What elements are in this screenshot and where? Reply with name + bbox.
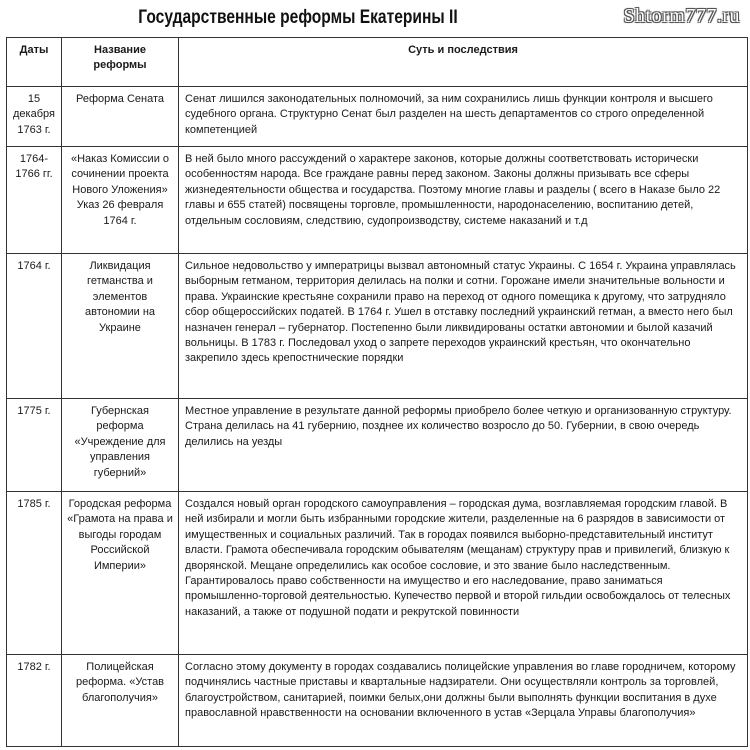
row-reform-name: Полицейская реформа. «Устав благополучия» — [62, 655, 179, 747]
table-row — [7, 147, 748, 254]
table-row — [7, 492, 748, 655]
column-header-reform-name-text: Название реформы — [93, 44, 147, 71]
row-reform-name: Ликвидация гетманства и элементов автономии на Украине — [62, 254, 179, 399]
row-description: Местное управление в результате данной реформы приобрело более четкую и организованную структуру. Страна делилась на 41 губернию, позднее их количество возросло до 50. Губернии, в свою очередь делились на уезды — [179, 399, 748, 492]
row-description: Сенат лишился законодательных полномочий, за ним сохранились лишь функции контроля и высшего судебного органа. Структурно Сенат был разделен на шесть департаментов со строго определенной компетенцией — [179, 87, 748, 147]
row-date — [7, 147, 62, 254]
table-row — [7, 399, 748, 492]
row-date: 1775 г. — [7, 399, 62, 492]
row-description: Сильное недовольство у императрицы вызвал автономный статус Украины. С 1654 г. Украина управлялась выборным гетманом, территория делилась на полки и сотни. Горожане имели значительные вольности и права. Украинские крестьяне сохранили право на переход от одного помещика к другому, что затрудняло сбор общероссийских податей. В 1764 г. Ушел в отставку последний украинский гетман, а вместо него был назначен генерал – губернатор. Постепенно были ликвидированы остатки автономии и былой казачий вольницы. В 1783 г. Последовал уход о запрете переходов украинский крестьян, что окончательно закрепило здесь крепостнические порядки — [179, 254, 748, 399]
row-description: В ней было много рассуждений о характере законов, которые должны соответствовать исторически особенностям народа. Все граждане равны перед законом. Законы должны призывать все сферы жизнедеятельности общества и государства. Поэтому многие главы и разделы ( всего в Наказе было 22 главы и 655 статей) посвящены торговле, промышленности, народонаселению, воспитанию детей, отдельным сословиям, следствию, судопроизводству, системе наказаний и т.д — [179, 147, 748, 254]
table-row — [7, 655, 748, 747]
column-header-essence: Суть и последствия — [179, 38, 748, 87]
column-header-dates: Даты — [7, 38, 62, 87]
row-date-text: 1764-1766 гг. — [15, 153, 53, 181]
row-date: 1764 г. — [7, 254, 62, 399]
site-watermark: Shtorm777.ru — [623, 5, 740, 27]
row-date: 1785 г. — [7, 492, 62, 655]
table-row — [7, 254, 748, 399]
table-row — [7, 87, 748, 147]
reforms-table — [6, 37, 748, 747]
row-reform-name: Городская реформа «Грамота на права и выгоды городам Российской Империи» — [62, 492, 179, 655]
row-date-text: 15 декабря 1763 г. — [13, 93, 55, 136]
column-header-reform-name — [62, 38, 179, 87]
row-date — [7, 87, 62, 147]
row-reform-name: Реформа Сената — [62, 87, 179, 147]
row-description: Создался новый орган городского самоуправления – городская дума, возглавляемая городским главой. В ней избирали и могли быть избранными городские жители, разделенные на 6 разрядов в зависимости от имущественных и социальных различий. Так в городах появился выборно-представительный институт власти. Грамота обеспечивала городским обывателям (мещанам) структуру прав и привилегий, близкую к дворянской. Мещане определились как особое сословие, и это звание было наследственным. Гарантировалось право собственности на имущество и его наследование, право заниматься промышленно-торговой деятельностью. Купечество первой и второй гильдии освобождалось от телесных наказаний, а также от подушной подати и рекрутской повинности — [179, 492, 748, 655]
page-title: Государственные реформы Екатерины II — [138, 7, 458, 28]
row-date: 1782 г. — [7, 655, 62, 747]
row-reform-name: «Наказ Комиссии о сочинении проекта Нового Уложения» Указ 26 февраля 1764 г. — [62, 147, 179, 254]
table-header-row — [7, 38, 748, 87]
row-reform-name: Губернская реформа «Учреждение для управления губерний» — [62, 399, 179, 492]
row-description: Согласно этому документу в городах создавались полицейские управления во главе городничем, которому подчинялись частные приставы и квартальные надзиратели. Они осуществляли контроль за торговлей, благоустройством, санитарией, поимки белых,они должны были выполнять функции воспитания в духе православной нравственности на основании включенного в устав «Зерцала Управы благополучия» — [179, 655, 748, 747]
